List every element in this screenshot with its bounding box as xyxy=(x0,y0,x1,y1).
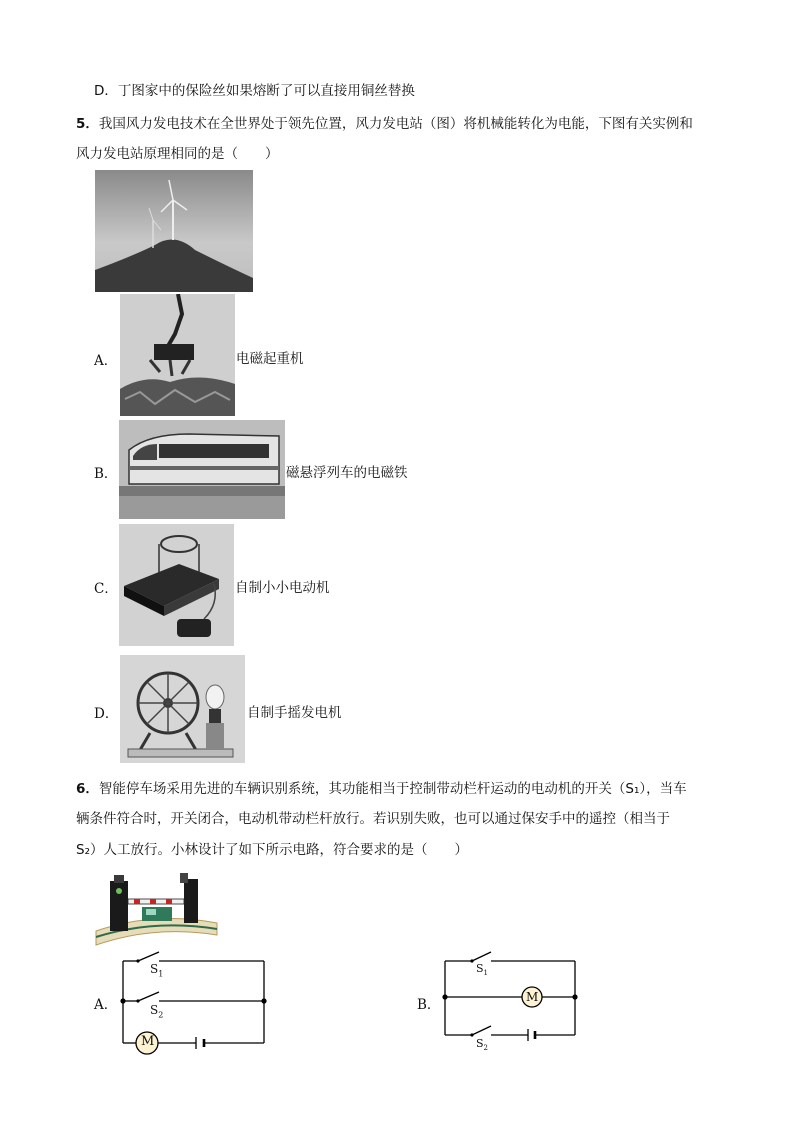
q6-stem-line3: S₂）人工放行。小林设计了如下所示电路，符合要求的是（ ） xyxy=(76,842,468,858)
maglev-train-photo xyxy=(119,420,285,519)
wind-farm-photo xyxy=(95,170,253,292)
q6-stem-text: 智能停车场采用先进的车辆识别系统，其功能相当于控制带动栏杆运动的电动机的开关（S₁），当车 xyxy=(98,781,687,797)
s2-sub-b: 2 xyxy=(483,1044,489,1053)
q6-number: 6． xyxy=(76,781,99,797)
q5-option-d-letter[interactable]: D． xyxy=(94,706,119,722)
electromagnetic-crane-photo xyxy=(120,294,235,416)
s1-letter-b: S xyxy=(476,962,484,975)
motor-label-a: M xyxy=(141,1034,155,1049)
q5-option-b-label: 磁悬浮列车的电磁铁 xyxy=(286,465,408,481)
q5-option-d-label: 自制手摇发电机 xyxy=(247,705,342,721)
q6-stem-line1 xyxy=(76,780,687,798)
s2-label-b xyxy=(476,1037,488,1052)
q5-option-b-letter[interactable]: B． xyxy=(94,466,118,482)
q5-option-c-letter[interactable]: C． xyxy=(94,581,118,597)
q6-option-b-letter[interactable]: B． xyxy=(417,997,441,1013)
q5-number: 5． xyxy=(76,116,99,132)
s1-sub-a: 1 xyxy=(158,969,164,979)
s1-sub-b: 1 xyxy=(483,969,489,978)
homemade-motor-photo xyxy=(119,524,234,646)
q5-stem-text: 我国风力发电技术在全世界处于领先位置，风力发电站（图）将机械能转化为电能，下图有关实例和 xyxy=(98,116,693,132)
motor-label-b: M xyxy=(526,990,539,1004)
q6-option-a-letter[interactable]: A． xyxy=(94,997,118,1013)
q6-stem-line2: 辆条件符合时，开关闭合，电动机带动栏杆放行。若识别失败，也可以通过保安手中的遥控（相当于 xyxy=(76,811,670,827)
s2-label-a xyxy=(150,1003,163,1019)
q5-option-c-label: 自制小小电动机 xyxy=(235,580,330,596)
hand-crank-generator-photo xyxy=(120,655,245,763)
s2-letter-b: S xyxy=(476,1037,484,1050)
s2-letter-a: S xyxy=(150,1003,159,1017)
q5-stem-line2: 风力发电站原理相同的是（ ） xyxy=(76,146,279,162)
circuit-diagram-b[interactable] xyxy=(436,948,586,1058)
q5-stem-line1 xyxy=(76,115,693,133)
s2-sub-a: 2 xyxy=(158,1010,164,1020)
s1-label-a xyxy=(150,962,163,978)
q5-option-a-label: 电磁起重机 xyxy=(236,351,304,367)
circuit-diagram-a[interactable] xyxy=(112,948,272,1058)
s1-label-b xyxy=(476,962,488,977)
q4-option-d: D．丁图家中的保险丝如果熔断了可以直接用铜丝替换 xyxy=(94,83,415,99)
s1-letter-a: S xyxy=(150,962,159,976)
q5-option-a-letter[interactable]: A． xyxy=(94,353,118,369)
parking-gate-illustration xyxy=(94,871,219,947)
